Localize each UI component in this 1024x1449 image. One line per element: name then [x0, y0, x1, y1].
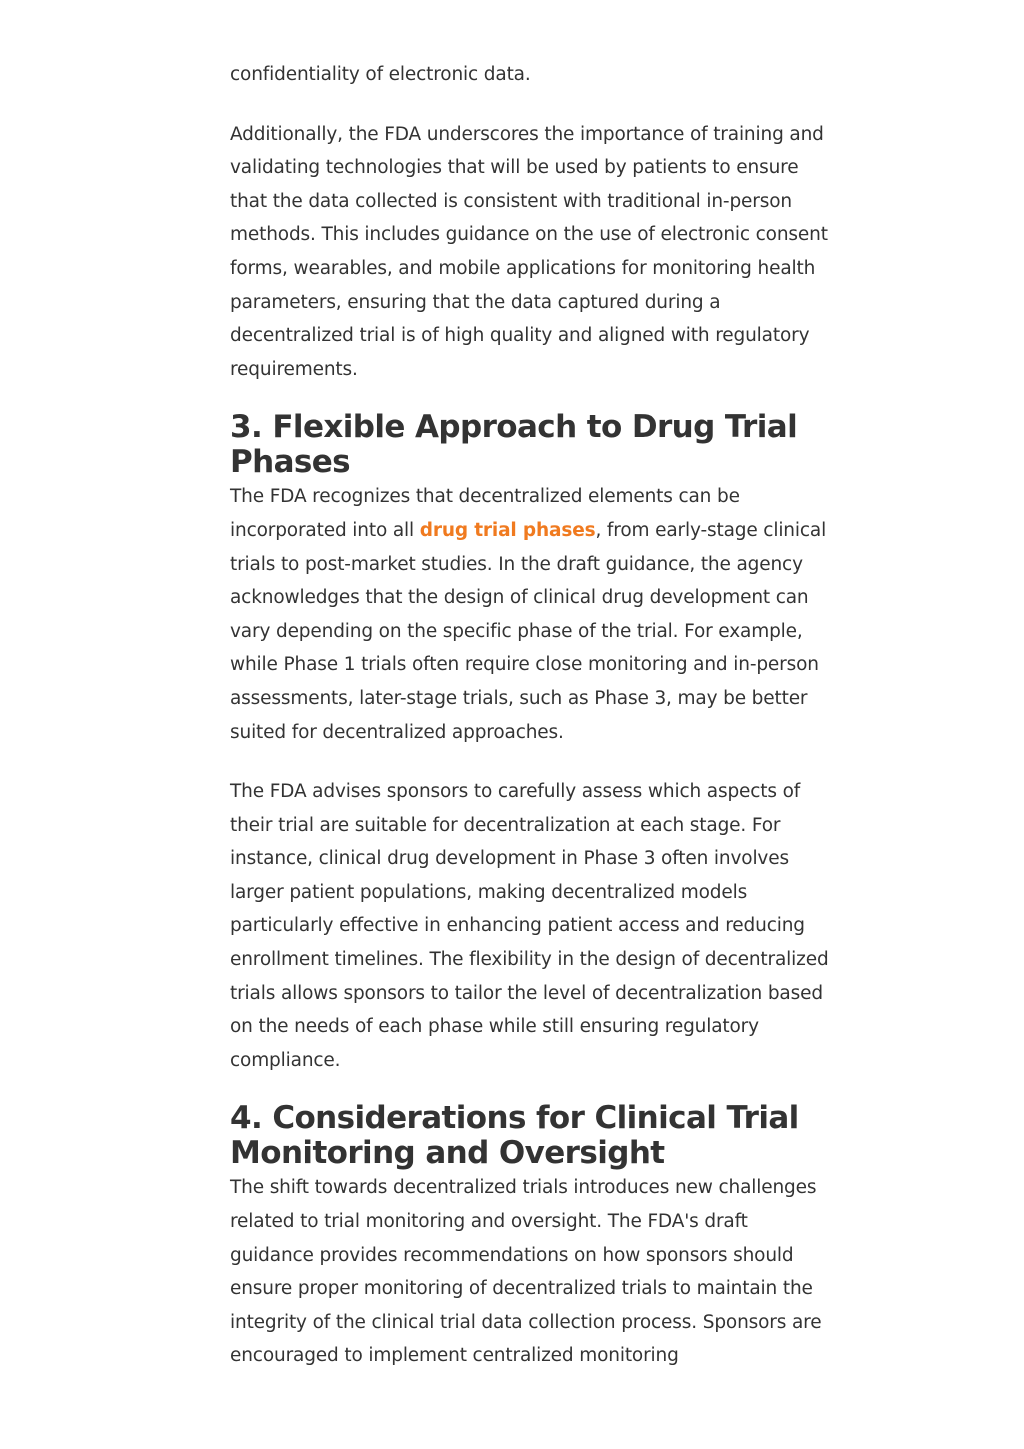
paragraph-text: , from early-stage clinical trials to post-market studies. In the draft guidance, the agency acknowledges that the design of clinical drug development can vary depending on the specific phase of the trial. For example, while Phase 1 trials often require close monitoring and in-person assessments, later-stage trials, such as Phase 3, may be better suited for decentralized approaches. [230, 519, 827, 743]
paragraph-text: The FDA recognizes that decentralized elements can be incorporated into all [230, 486, 740, 541]
article-body [230, 58, 830, 1373]
heading-flexible-approach: 3. Flexible Approach to Drug Trial Phases [230, 409, 798, 481]
paragraph-monitoring: The shift towards decentralized trials introduces new challenges related to trial monitoring and oversight. The FDA's draft guidance provides recommendations on how sponsors should ensure proper monitoring of decentralized trials to maintain the integrity of the clinical trial data collection process. Sponsors are encouraged to implement centralized monitoring [230, 1177, 822, 1367]
paragraph-confidentiality: confidentiality of electronic data. [230, 64, 531, 85]
paragraph-sponsors-assess: The FDA advises sponsors to carefully assess which aspects of their trial are suitable for decentralization at each stage. For instance, clinical drug development in Phase 3 often involves larger patient populations, making decentralized models particularly effective in enhancing patient access and reducing enrollment timelines. The flexibility in the design of decentralized trials allows sponsors to tailor the level of decentralization based on the needs of each phase while still ensuring regulatory compliance. [230, 781, 829, 1071]
heading-monitoring-oversight: 4. Considerations for Clinical Trial Monitoring and Oversight [230, 1100, 799, 1172]
drug-trial-phases-link[interactable]: drug trial phases [419, 519, 596, 541]
paragraph-trial-phases [230, 480, 830, 749]
paragraph-training-validation: Additionally, the FDA underscores the importance of training and validating technologies that will be used by patients to ensure that the data collected is consistent with traditional in-person methods. This includes guidance on the use of electronic consent forms, wearables, and mobile applications for monitoring health parameters, ensuring that the data captured during a decentralized trial is of high quality and aligned with regulatory requirements. [230, 123, 828, 380]
